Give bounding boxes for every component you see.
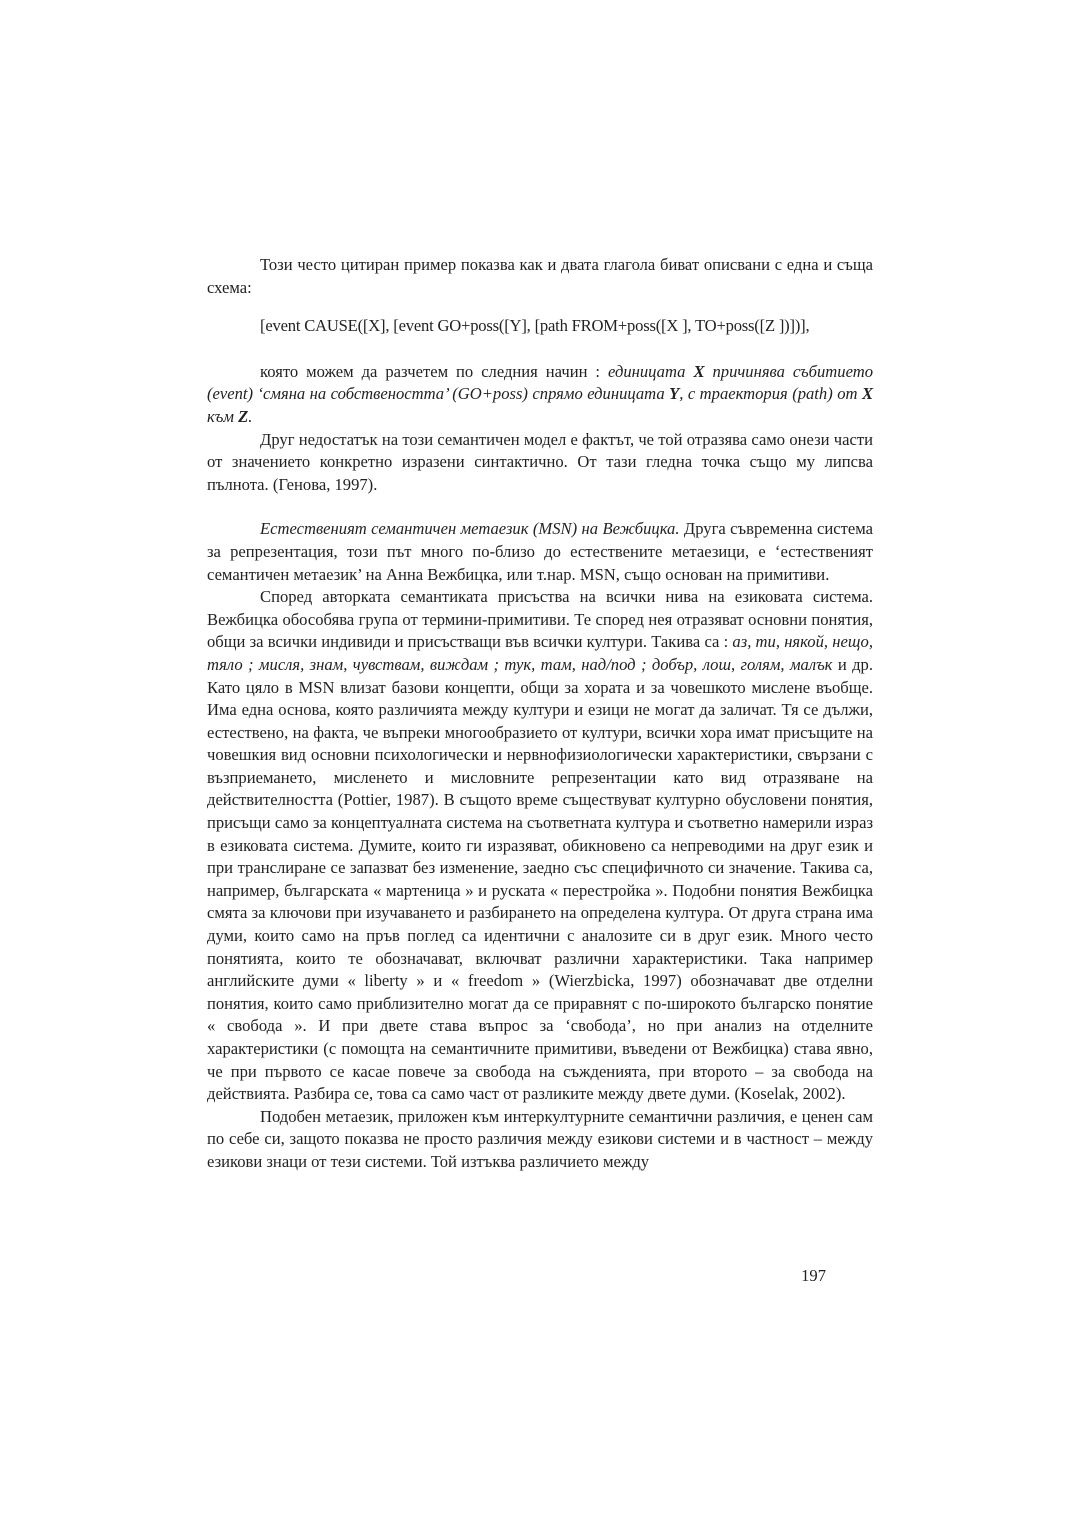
text-run: и др. Като цяло в MSN влизат базови концепти, общи за хората и за човешкото мислене въобще. Има една основа, която различията между култури и езици не могат да заличат. Тя се дължи, естествено, на факта, че въпреки многообразието от култури, всички хора имат присъщите на човешкия вид основни психологически и нервнофизиологически характеристики, свързани с възприемането, мисленето и мисловните репрезентации като вид отразяване на действителността (Pottier, 1987). В същото време съществуват културно обусловени понятия, присъщи само за концептуалната система на съответната култура и съответно намерили израз в езиковата система. Думите, които ги изразяват, обикновено са непреводими на друг език и при транслиране се запазват без изменение, заедно със специфичното си значение. Такива са, например, българската « мартеница » и руската « перестройка ». Подобни понятия Вежбицка смята за ключови при изучаването и разбирането на определена култура. От друга страна има думи, които само на пръв поглед са идентични с аналозите си в друг език. Много често понятията, които те обозначават, включват различни характеристики. Така например английските думи « liberty » и « freedom » (Wierzbicka, 1997) обозначават две отделни понятия, които само приблизително могат да се приравнят с по-широкото българско понятие « свобода ». И при двете става въпрос за ‘свобода’, но при анализ на отделните характеристики (с помощта на семантичните примитиви, въведени от Вежбицка) става явно, че при първото се касае повече за свобода на съжденията, при второто – за свобода на действията. Разбира се, това са само част от разликите между двете думи. (Koselak, 2002). <box>207 654 873 1104</box>
text-run: към <box>207 406 239 426</box>
paragraph-msn-intro <box>207 518 873 586</box>
text-run: . <box>248 406 253 426</box>
primitives-list: аз, ти, някой, нещо, тяло ; мисля, знам, чувствам, виждам ; тук, там, над/под ; добър, лош, голям, малък <box>207 632 874 674</box>
variable-x: X <box>693 361 705 381</box>
variable-x: X <box>861 384 874 404</box>
formula: [event CAUSE([X], [event GO+poss([Y], [path FROM+poss([X ], TO+poss([Z ])])], <box>260 316 810 336</box>
text-run: Друга съвременна система за репрезентация, този път много по-близо до естествените метаезици, е ‘естественият семантичен метаезик’ на Анна Вежбицка, или т.нар. MSN, също основан на примитиви. <box>207 519 873 584</box>
paragraph-drawback: Друг недостатък на този семантичен модел е фактът, че той отразява само онези части от значението конкретно изразени синтактично. От тази гледна точка също му липсва пълнота. (Генова, 1997). <box>207 429 873 494</box>
variable-y: Y <box>669 384 680 404</box>
paragraph-conclusion: Подобен метаезик, приложен към интеркултурните семантични различия, е ценен сам по себе си, защото показва не просто различия между езикови системи и в частност – между езикови знаци от тези системи. Той изтъква различието между <box>207 1106 873 1171</box>
paragraph-interpretation <box>207 361 873 429</box>
text-run: Според авторката семантиката присъства на всички нива на езиковата система. Вежбицка обособява група от термини-примитиви. Те според нея отразяват основни понятия, общи за всички индивиди и присъстващи във всички култури. Такива са : <box>207 587 873 652</box>
paragraph-intro: Този често цитиран пример показва как и двата глагола биват описвани с една и съща схема: <box>207 255 873 297</box>
text-run: която можем да разчетем по следния начин : <box>260 361 609 381</box>
section-heading: Естественият семантичен метаезик (MSN) на Вежбицка. <box>260 519 680 539</box>
text-run: , с траектория (path) от <box>679 384 862 404</box>
paragraph-msn-detail <box>207 586 873 1106</box>
text-run: единицата <box>608 361 694 381</box>
variable-z: Z <box>238 406 249 426</box>
main-text <box>207 254 873 1174</box>
page-number: 197 <box>801 1266 826 1285</box>
text-run: причинява събитието (event) ‘смяна на собствеността’ (GO+poss) спрямо единицата <box>207 361 873 404</box>
